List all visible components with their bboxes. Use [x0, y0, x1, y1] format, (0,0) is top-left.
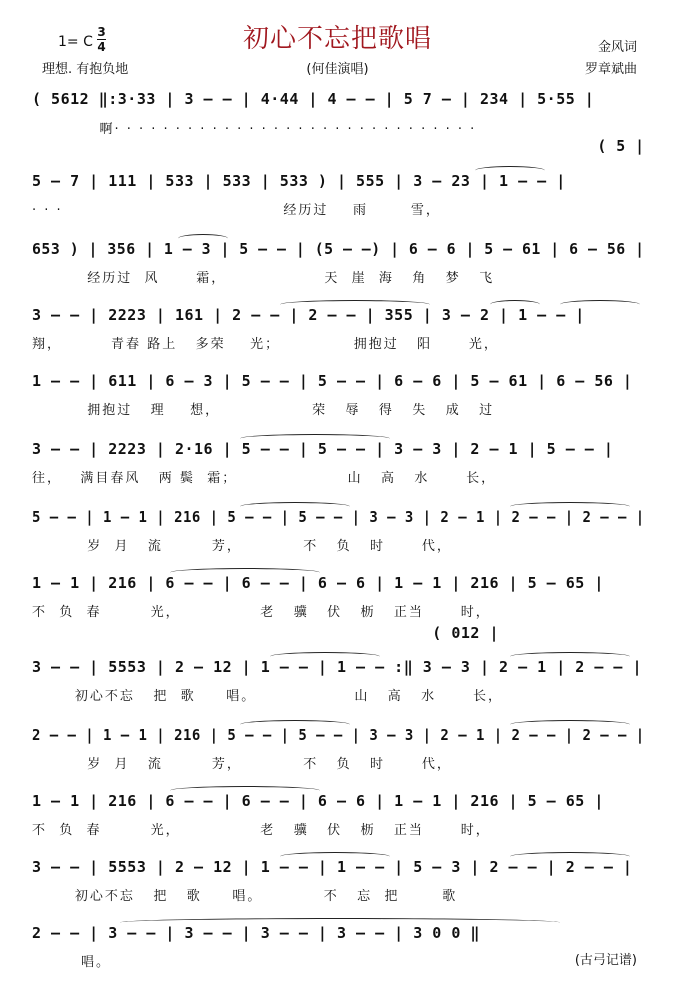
lyric-line: 初心不忘 把 歌 唱。 山 高 水 长，	[32, 689, 503, 704]
notation-line: 3 — — | 2223 | 161 | 2 — — | 2 — — | 355 | 3 — 2 | 1 — — |	[32, 306, 585, 324]
notation-line: 3 — — | 5553 | 2 — 12 | 1 — — | 1 — — :‖ 3 — 3 | 2 — 1 | 2 — — |	[32, 658, 642, 676]
lyric-line: 经历过 风 霜， 天 崖 海 角 梦 飞	[32, 271, 495, 286]
transcriber-credit: (古弓记谱)	[574, 953, 637, 968]
lyric-line: 往， 满目春风 两 鬓 霜； 山 高 水 长，	[32, 471, 497, 486]
notation-line: 2 — — | 1 — 1 | 216 | 5 — — | 5 — — | 3 — 3 | 2 — 1 | 2 — — | 2 — — |	[32, 726, 645, 744]
tempo-marking: 理想. 有抱负地	[42, 62, 129, 77]
lyric-line: 初心不忘 把 歌 唱。 不 忘 把 歌	[32, 889, 458, 904]
score-row	[0, 172, 675, 228]
score-row	[0, 858, 675, 914]
notation-line: 3 — — | 2223 | 2·16 | 5 — — | 5 — — | 3 — 3 | 2 — 1 | 5 — — |	[32, 440, 614, 458]
score-row	[0, 726, 675, 782]
slur-mark	[510, 852, 630, 861]
notation-line: ( 5612 ‖:3·33 | 3 — — | 4·44 | 4 — — | 5 7 — | 234 | 5·55 |	[32, 90, 595, 108]
score-row	[0, 924, 675, 980]
lyric-line: 唱。	[32, 955, 112, 970]
time-signature-bottom: 4	[97, 40, 106, 54]
notation-line: 1 — — | 611 | 6 — 3 | 5 — — | 5 — — | 6 — 6 | 5 — 61 | 6 — 56 |	[32, 372, 633, 390]
lyric-line: 拥抱过 理 想， 荣 辱 得 失 成 过	[32, 403, 495, 418]
song-title: 初心不忘把歌唱	[242, 24, 432, 54]
slur-mark	[510, 502, 630, 511]
slur-mark	[240, 720, 350, 729]
key-signature: 1= C	[58, 34, 93, 50]
lyric-line: 不 负 春 光， 老 骥 伏 枥 正当 时，	[32, 823, 491, 838]
score-row	[0, 508, 675, 564]
notation-line: 2 — — | 3 — — | 3 — — | 3 — — | 3 — — | 3 0 0 ‖	[32, 924, 480, 942]
notation-line: 653 ) | 356 | 1 — 3 | 5 — — | (5 — —) | 6 — 6 | 5 — 61 | 6 — 56 |	[32, 240, 645, 258]
notation-line: ( 5 |	[32, 137, 645, 155]
slur-mark	[510, 720, 630, 729]
notation-line: 1 — 1 | 216 | 6 — — | 6 — — | 6 — 6 | 1 — 1 | 216 | 5 — 65 |	[32, 792, 604, 810]
time-signature	[97, 26, 106, 53]
time-signature-top: 3	[97, 25, 106, 39]
slur-mark	[120, 918, 560, 927]
score-row	[0, 792, 675, 848]
score-row	[0, 306, 675, 362]
slur-mark	[280, 852, 390, 861]
lyric-line: 不 负 春 光， 老 骥 伏 枥 正当 时，	[32, 605, 491, 620]
lyric-line: 岁 月 流 芳， 不 负 时 代，	[32, 539, 452, 554]
notation-line: 5 — — | 1 — 1 | 216 | 5 — — | 5 — — | 3 — 3 | 2 — 1 | 2 — — | 2 — — |	[32, 508, 645, 526]
slur-mark	[490, 300, 540, 309]
score-row	[0, 658, 675, 714]
slur-mark	[475, 166, 545, 175]
slur-mark	[510, 652, 630, 661]
notation-line: 5 — 7 | 111 | 533 | 533 | 533 ) | 555 | 3 — 23 | 1 — — |	[32, 172, 566, 190]
slur-mark	[170, 568, 320, 577]
notation-line: 1 — 1 | 216 | 6 — — | 6 — — | 6 — 6 | 1 — 1 | 216 | 5 — 65 |	[32, 574, 604, 592]
slur-mark	[178, 234, 228, 243]
lyric-line: 翔， 青春 路上 多荣 光； 拥抱过 阳 光，	[32, 337, 499, 352]
slur-mark	[170, 786, 320, 795]
score-row	[0, 574, 675, 630]
notation-line: ( 012 |	[32, 624, 500, 642]
lyric-line: · · · 经历过 雨 雪，	[32, 203, 441, 218]
lyric-line: 啊· · · · · · · · · · · · · · · · · · · · · · · · · · · · · ·	[32, 122, 477, 137]
notation-line: 3 — — | 5553 | 2 — 12 | 1 — — | 1 — — | 5 — 3 | 2 — — | 2 — — |	[32, 858, 633, 876]
score-row	[0, 240, 675, 296]
slur-mark	[240, 502, 350, 511]
singer-credit: (何佳演唱)	[306, 62, 369, 77]
lyric-line: 岁 月 流 芳， 不 负 时 代，	[32, 757, 452, 772]
slur-mark	[270, 652, 380, 661]
slur-mark	[280, 300, 430, 309]
score-row	[0, 372, 675, 428]
composer-credit: 罗章斌曲	[584, 62, 637, 77]
score-row	[0, 440, 675, 496]
lyricist-credit: 金风词	[597, 40, 637, 55]
slur-mark	[560, 300, 640, 309]
slur-mark	[240, 434, 390, 443]
